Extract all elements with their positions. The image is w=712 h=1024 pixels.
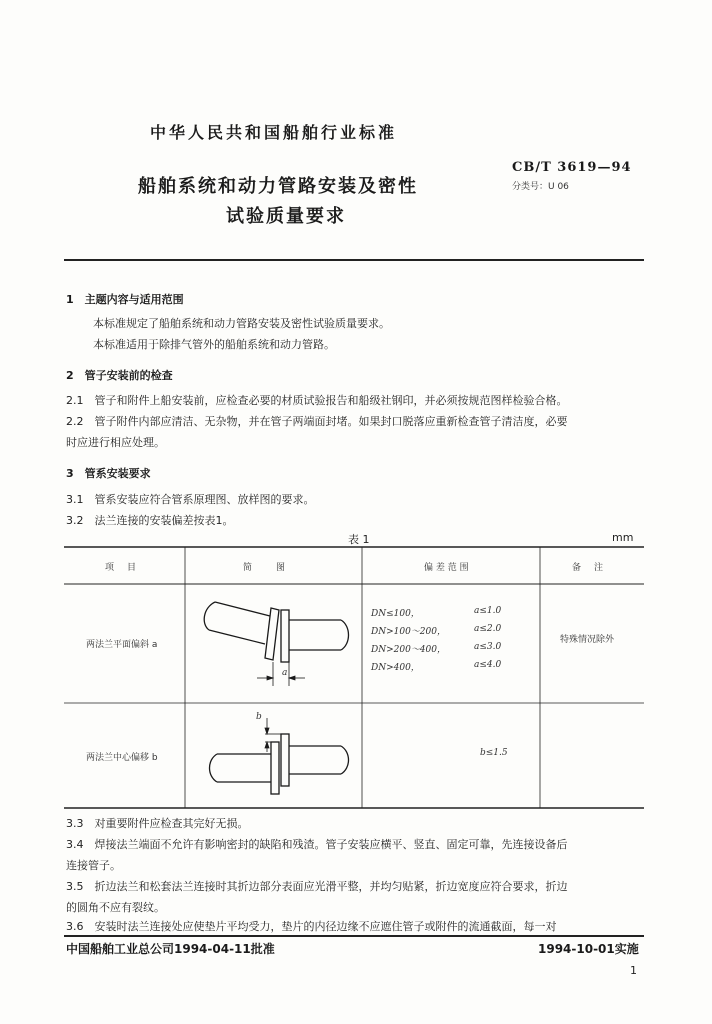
clause-2-2: 2.2 管子附件内部应清洁、无杂物，并在管子两端面封堵。如果封口脱落应重新检查管子清洁度，必要 (66, 415, 568, 428)
row1-note: 特殊情况除外 (560, 635, 615, 645)
clause-3-2: 3.2 法兰连接的安装偏差按表1。 (66, 514, 234, 527)
clause-3-6: 3.6 安装时法兰连接处应使垫片平均受力，垫片的内径边缘不应遮住管子或附件的流通截面，每一对 (66, 920, 557, 933)
range-value: a≤1.0 (474, 606, 502, 616)
flange-tilt-sketch (195, 590, 355, 698)
table-header-range: 偏 差 范 围 (424, 563, 469, 573)
classification-number: 分类号：U 06 (512, 182, 569, 192)
table-unit: mm (612, 531, 634, 544)
document-title-line2: 试验质量要求 (226, 206, 346, 227)
clause-3-1: 3.1 管系安装应符合管系原理图、放样图的要求。 (66, 493, 315, 506)
row2-range: b≤1.5 (480, 748, 508, 758)
table-header-item: 项 目 (105, 563, 139, 573)
approval-line: 中国船舶工业总公司1994-04-11批准 (66, 942, 275, 956)
section-1-heading: 1 主题内容与适用范围 (66, 293, 184, 306)
page-number: 1 (630, 964, 637, 977)
row2-item: 两法兰中心偏移 b (86, 753, 158, 763)
range-value: a≤3.0 (474, 642, 502, 652)
section-1-paragraph: 本标准规定了船舶系统和动力管路安装及密性试验质量要求。 (93, 317, 390, 330)
document-title-line1: 船舶系统和动力管路安装及密性 (138, 176, 418, 197)
sketch-label-a: a (282, 668, 288, 678)
effective-date: 1994-10-01实施 (538, 942, 639, 956)
range-condition: DN>200～400， (371, 645, 446, 655)
range-value: a≤4.0 (474, 660, 502, 670)
range-condition: DN>100～200， (371, 627, 446, 637)
flange-offset-sketch (205, 710, 355, 805)
section-2-heading: 2 管子安装前的检查 (66, 369, 173, 382)
range-value: a≤2.0 (474, 624, 502, 634)
clause-2-2-cont: 时应进行相应处理。 (66, 436, 165, 449)
row1-item: 两法兰平面偏斜 a (86, 640, 158, 650)
table-header-note: 备 注 (572, 563, 606, 573)
range-condition: DN≤100， (371, 609, 420, 619)
section-1-paragraph: 本标准适用于除排气管外的船舶系统和动力管路。 (93, 338, 335, 351)
clause-2-1: 2.1 管子和附件上船安装前，应检查必要的材质试验报告和船级社钢印，并必须按规范图样检验合格。 (66, 394, 568, 407)
table-caption: 表 1 (348, 533, 370, 546)
clause-3-3: 3.3 对重要附件应检查其完好无损。 (66, 817, 249, 830)
sketch-label-b: b (256, 712, 262, 722)
standard-code: CB/T 3619—94 (512, 160, 632, 175)
clause-3-4-cont: 连接管子。 (66, 859, 121, 872)
footer-rule (64, 935, 644, 937)
section-3-heading: 3 管系安装要求 (66, 467, 151, 480)
range-condition: DN>400， (371, 663, 420, 673)
clause-3-5: 3.5 折边法兰和松套法兰连接时其折边部分表面应光滑平整，并均匀贴紧，折边宽度应符合要求，折边 (66, 880, 568, 893)
clause-3-5-cont: 的圆角不应有裂纹。 (66, 901, 165, 914)
clause-3-4: 3.4 焊接法兰端面不允许有影响密封的缺陷和残渣。管子安装应横平、竖直、固定可靠，先连接设备后 (66, 838, 568, 851)
table-header-sketch: 简 图 (243, 563, 288, 573)
standard-org: 中华人民共和国船舶行业标准 (150, 123, 398, 142)
